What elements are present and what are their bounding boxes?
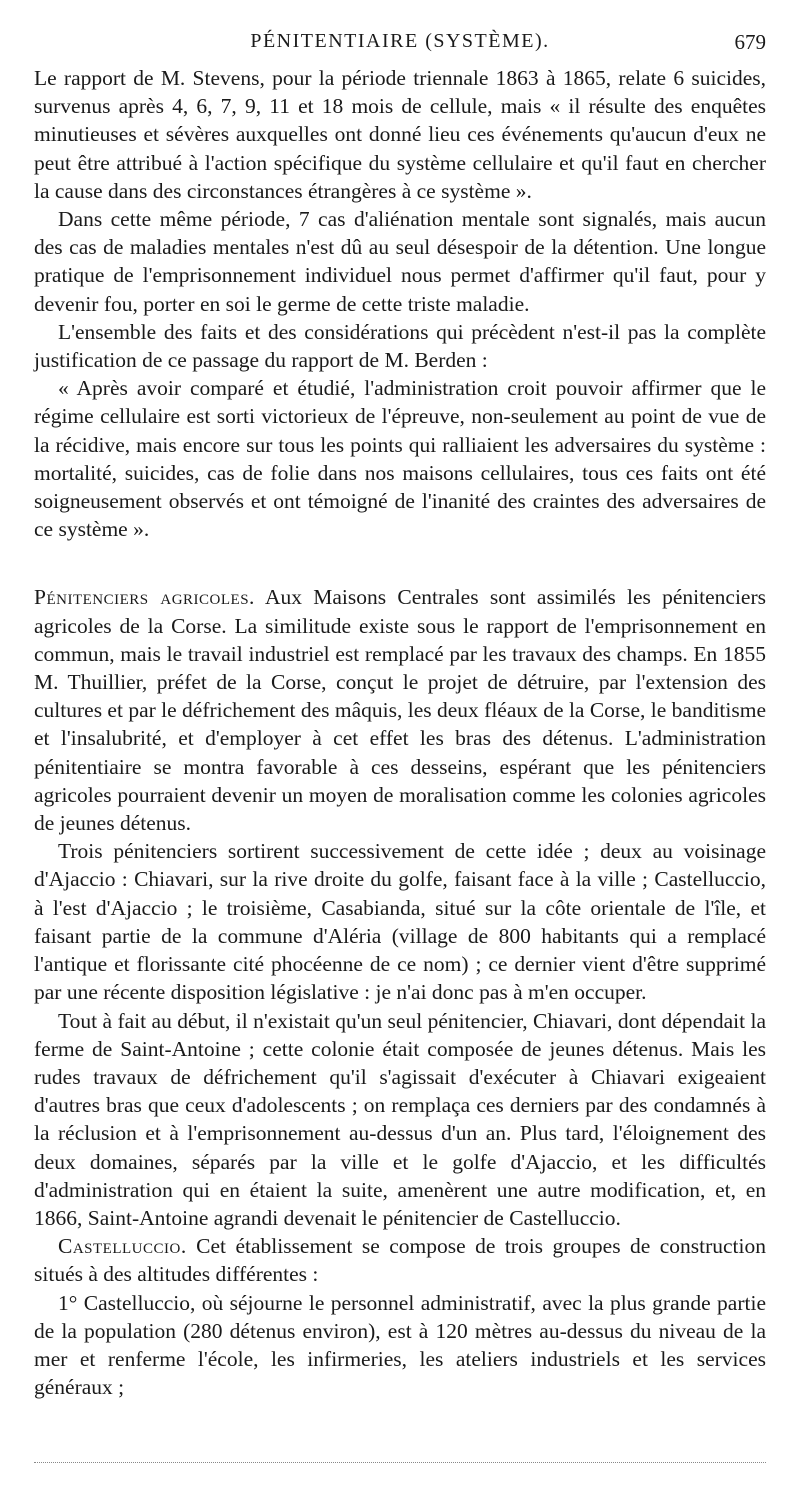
section-penitenciers-agricoles xyxy=(34,583,766,837)
section-castelluccio xyxy=(34,1232,766,1288)
section-text-penitenciers: Aux Maisons Centrales sont assimilés les pénitenciers agricoles de la Corse. La similitude existe sous le rapport de l'emprisonnement en commun, mais le travail industriel est remplacé par les travaux des champs. En 1855 M. Thuillier, préfet de la Corse, conçut le projet de détruire, par l'extension des cultures et par le défrichement des mâquis, les deux fléaux de la Corse, le banditisme et l'insalubrité, et d'employer à cet effet les bras des détenus. L'administration pénitentiaire se montra favorable à ces desseins, espérant que les pénitenciers agricoles pourraient devenir un moyen de moralisation comme les colonies agricoles de jeunes détenus. xyxy=(34,585,766,836)
paragraph-ensemble: L'ensemble des faits et des considérations qui précèdent n'est-il pas la complète justification de ce passage du rapport de M. Berden : xyxy=(34,319,766,373)
paragraph-trois-penitenciers: Trois pénitenciers sortirent successivement de cette idée ; deux au voisinage d'Ajaccio : Chiavari, sur la rive droite du golfe, faisant face à la ville ; Castelluccio, à l'est d'Ajaccio ; le troisième, Casabianda, situé sur la côte orientale de l'île, et faisant partie de la commune d'Aléria (village de 800 habitants qui a remplacé l'antique et florissante cité phocéenne de ce nom) ; ce dernier vient d'être supprimé par une récente disposition législative : je n'ai donc pas à m'en occuper. xyxy=(34,839,766,1005)
paragraph-tout-a-fait: Tout à fait au début, il n'existait qu'un seul pénitencier, Chiavari, dont dépendait la ferme de Saint-Antoine ; cette colonie était composée de jeunes détenus. Mais les rudes travaux de défrichement qu'il s'agissait d'exécuter à Chiavari exigeaient d'autres bras que ceux d'adolescents ; on remplaça ces derniers par des condamnés à la réclusion et à l'emprisonnement au-dessus d'un an. Plus tard, l'éloignement des deux domaines, séparés par la ville et le golfe d'Ajaccio, et les difficultés d'administration qui en étaient la suite, amenèrent une autre modification, et, en 1866, Saint-Antoine agrandi devenait le pénitencier de Castelluccio. xyxy=(34,1008,766,1230)
running-header xyxy=(34,28,766,58)
paragraph-stevens: Le rapport de M. Stevens, pour la période triennale 1863 à 1865, relate 6 suicides, survenus après 4, 6, 7, 9, 11 et 18 mois de cellule, mais « il résulte des enquêtes minutieuses et sévères auxquelles ont donné lieu ces événements qu'aucun d'eux ne peut être attribué à l'action spécifique du système cellulaire et qu'il faut en chercher la cause dans des circonstances étrangères à ce système ». xyxy=(34,66,766,203)
header-title: PÉNITENTIAIRE (SYSTÈME). xyxy=(250,30,550,52)
page-number: 679 xyxy=(734,30,766,54)
section-text-castelluccio: Cet établissement se compose de trois groupes de construction situés à des altitudes différentes : xyxy=(34,1234,766,1287)
footer-dotted-rule xyxy=(34,1462,766,1463)
list-item-1: 1° Castelluccio, où séjourne le personnel administratif, avec la plus grande partie de la population (280 détenus environ), est à 120 mètres au-dessus du niveau de la mer et renferme l'école, les infirmeries, les ateliers industriels et les services généraux ; xyxy=(34,1290,766,1400)
body-text xyxy=(34,64,766,1401)
section-heading-penitenciers: Pénitenciers agricoles. xyxy=(34,585,255,610)
paragraph-alienation: Dans cette même période, 7 cas d'aliénation mentale sont signalés, mais aucun des cas de maladies mentales n'est dû au seul désespoir de la détention. Une longue pratique de l'emprisonnement individuel nous permet d'affirmer qu'il faut, pour y devenir fou, porter en soi le germe de cette triste maladie. xyxy=(34,207,766,316)
section-heading-castelluccio: Castelluccio. xyxy=(58,1234,187,1259)
paragraph-berden-quote: « Après avoir comparé et étudié, l'administration croit pouvoir affirmer que le régime cellulaire est sorti victorieux de l'épreuve, non-seulement au point de vue de la récidive, mais encore sur tous les points qui ralliaient les adversaires du système : mortalité, suicides, cas de folie dans nos maisons cellulaires, tous ces faits ont été soigneusement observés et ont témoigné de l'inanité des craintes des adversaires de ce système ». xyxy=(34,376,766,542)
